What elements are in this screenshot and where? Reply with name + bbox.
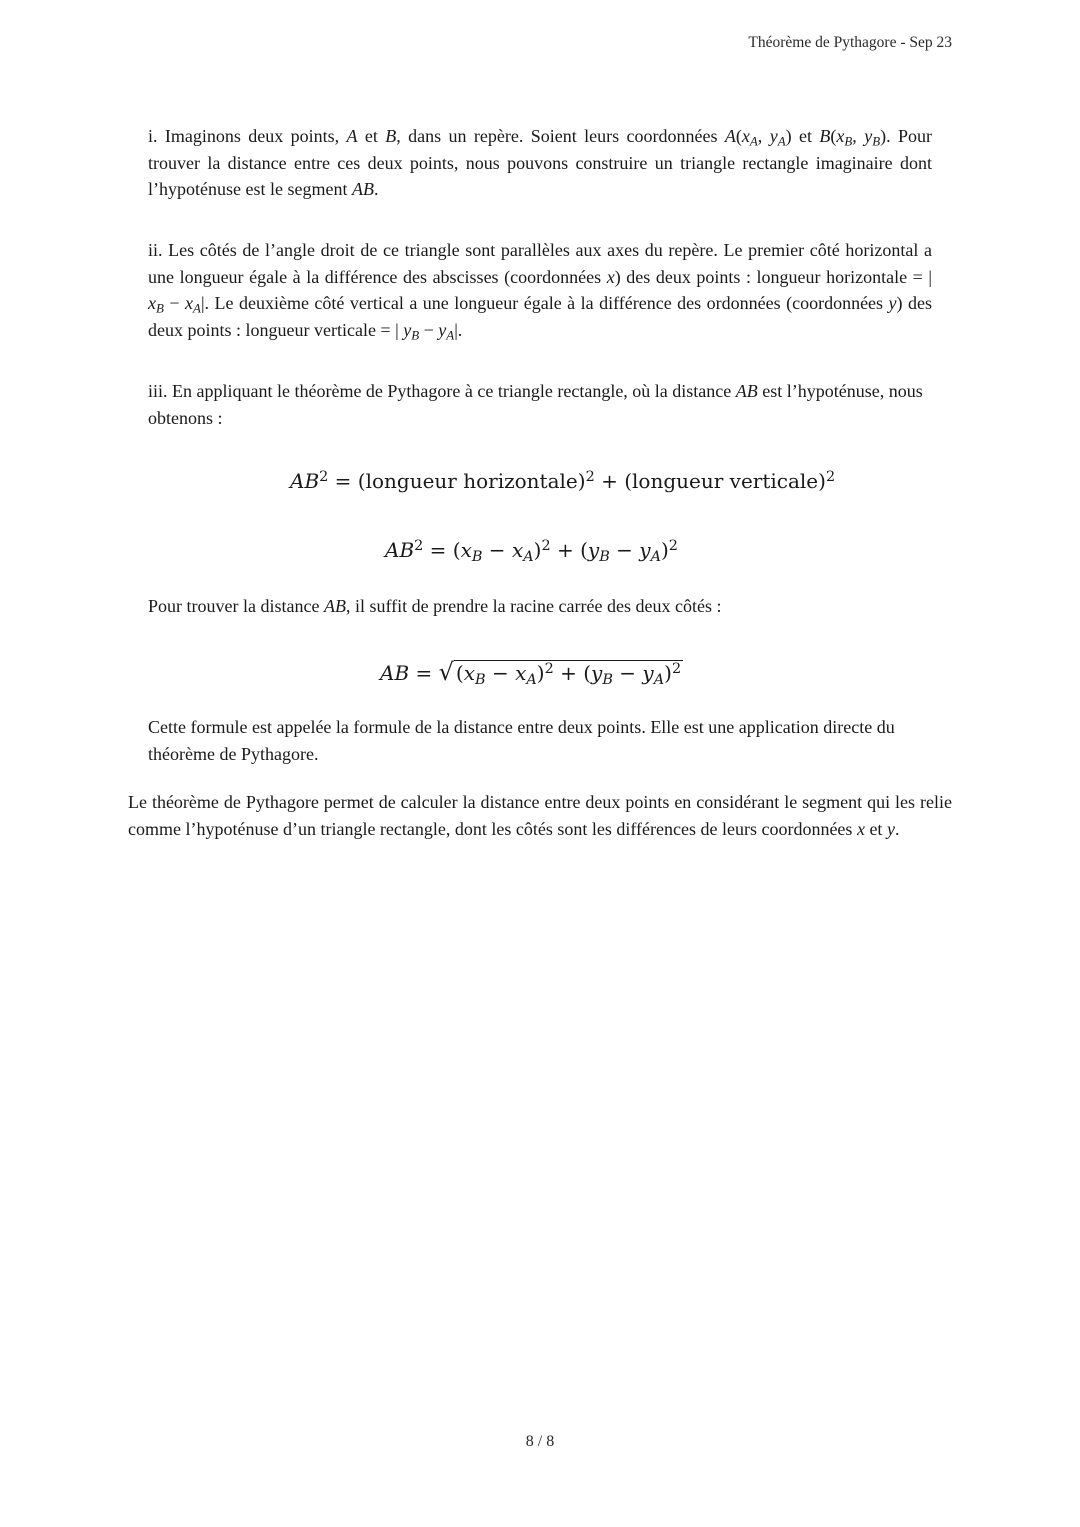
paragraph-square-root: Pour trouver la distance AB, il suffit de prendre la racine carrée des deux côtés : xyxy=(148,596,722,616)
equation-distance-formula: AB = √ $(x_B - x_A)^2 + (y_B - y_A)^2$ xyxy=(380,658,682,689)
page-number: 8 / 8 xyxy=(525,1433,555,1450)
page-header-title: Théorème de Pythagore - Sep 23 xyxy=(748,34,952,51)
equation-lengths: $AB^2$ = (longueur horizontale)$^2$ + (longueur verticale)$^2$ xyxy=(290,468,836,493)
square-root-icon: √ xyxy=(438,658,454,686)
paragraph-triangle-sides: ii. Les côtés de l’angle droit de ce triangle sont parallèles aux axes du repère. Le premier côté horizontal a une longueur égale à la différence des abscisses (coordonnées x) des deux points : longueur horizontale = | $x_B - x_A|$. Le deuxième côté vertical a une longueur égale à la différence des ordonnées (coordonnées y) des deux points : longueur verticale = | $y_B - y_A|$. xyxy=(148,240,932,343)
paragraph-conclusion: Le théorème de Pythagore permet de calculer la distance entre deux points en considérant le segment qui les relie comme l’hypoténuse d’un triangle rectangle, dont les côtés sont les différences de leurs coordonnées x et y. xyxy=(128,792,952,839)
paragraph-points-definition: i. Imaginons deux points, A et B, dans un repère. Soient leurs coordonnées $A(x_A$, $y_A$) et $B(x_B$, $y_B$). Pour trouver la distance entre ces deux points, nous pouvons construire un triangle rectangle imaginaire dont l’hypoténuse est le segment AB. xyxy=(148,126,932,199)
paragraph-formula-note: Cette formule est appelée la formule de la distance entre deux points. Elle est une application directe du théorème de Pythagore. xyxy=(148,717,895,764)
paragraph-apply-theorem: iii. En appliquant le théorème de Pythagore à ce triangle rectangle, où la distance AB est l’hypoténuse, nous obtenons : xyxy=(148,381,923,428)
radicand: $(x_B - x_A)^2 + (y_B - y_A)^2$ xyxy=(455,660,682,689)
equation-coordinates: $AB^2 = (x_B - x_A)^2 + (y_B - y_A)^2$ xyxy=(385,537,678,566)
